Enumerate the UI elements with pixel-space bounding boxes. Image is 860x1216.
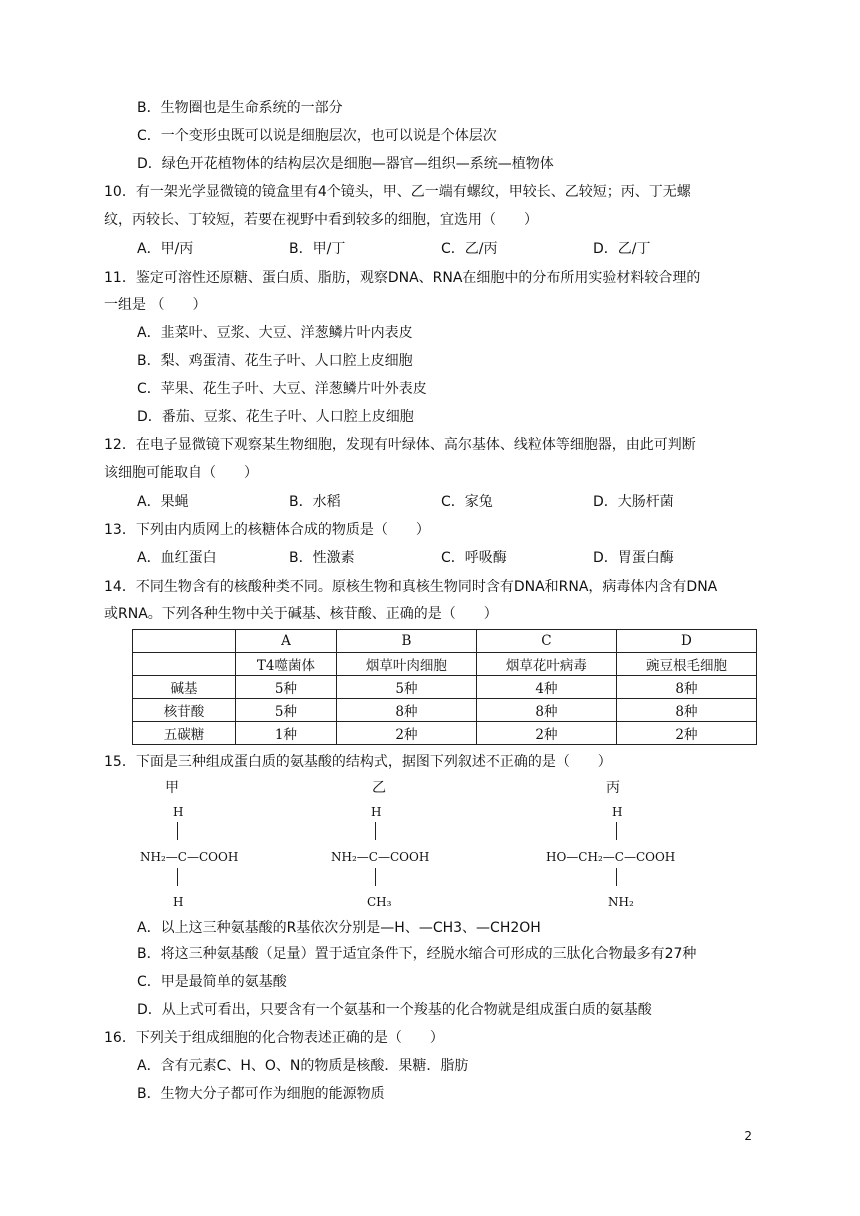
- table-cell: [133, 653, 236, 676]
- table-cell: 5种: [236, 699, 337, 722]
- table-cell: 2种: [336, 722, 476, 745]
- q10-option-a: A．甲/丙: [137, 241, 194, 257]
- q12-stem-2: 该细胞可能取自（ ）: [104, 465, 258, 481]
- table-cell: T4噬菌体: [236, 653, 337, 676]
- bond-line: [616, 822, 617, 840]
- q11-option-c: C．苹果、花生子叶、大豆、洋葱鳞片叶外表皮: [137, 381, 427, 397]
- q9-option-c: C．一个变形虫既可以说是细胞层次，也可以说是个体层次: [137, 128, 497, 144]
- q10-options: [137, 239, 651, 259]
- q15-option-c: C．甲是最简单的氨基酸: [137, 974, 287, 990]
- table-cell: 烟草叶肉细胞: [336, 653, 476, 676]
- table-cell: 4种: [476, 676, 616, 699]
- table-cell: 2种: [476, 722, 616, 745]
- table-row: [133, 630, 757, 653]
- q13-options: [137, 548, 674, 568]
- table-row: [133, 722, 757, 745]
- q13-option-b: B．性激素: [289, 550, 355, 566]
- q13-option-a: A．血红蛋白: [137, 550, 217, 566]
- q13-option-c: C．呼吸酶: [441, 550, 507, 566]
- table-cell: [133, 630, 236, 653]
- bond-line: [177, 868, 178, 886]
- q14-table: [132, 629, 757, 745]
- q11-option-a: A．韭菜叶、豆浆、大豆、洋葱鳞片叶内表皮: [137, 325, 413, 341]
- q10-option-c: C．乙/丙: [441, 241, 498, 257]
- table-cell: 5种: [236, 676, 337, 699]
- page-number: 2: [744, 1129, 752, 1143]
- structure-yi-bottom: CH₃: [367, 895, 392, 909]
- q11-stem-1: 11．鉴定可溶性还原糖、蛋白质、脂肪，观察DNA、RNA在细胞中的分布所用实验材料较合理的: [104, 270, 701, 286]
- bond-line: [616, 868, 617, 886]
- q13-option-d: D．胃蛋白酶: [593, 550, 674, 566]
- structure-bing-mid: HO—CH₂—C—COOH: [546, 850, 676, 864]
- table-cell: 2种: [616, 722, 756, 745]
- structure-label-yi: 乙: [372, 780, 386, 796]
- q11-option-b: B．梨、鸡蛋清、花生子叶、人口腔上皮细胞: [137, 353, 413, 369]
- table-cell: 8种: [616, 676, 756, 699]
- table-cell: 烟草花叶病毒: [476, 653, 616, 676]
- q10-stem-1: 10．有一架光学显微镜的镜盒里有4个镜头，甲、乙一端有螺纹，甲较长、乙较短；丙、丁无螺: [104, 184, 691, 200]
- bond-line: [375, 822, 376, 840]
- table-cell: 核苷酸: [133, 699, 236, 722]
- table-cell: D: [616, 630, 756, 653]
- q10-stem-2: 纹，丙较长、丁较短，若要在视野中看到较多的细胞，宜选用（ ）: [104, 212, 538, 228]
- table-cell: 5种: [336, 676, 476, 699]
- table-cell: 1种: [236, 722, 337, 745]
- q11-option-d: D．番茄、豆浆、花生子叶、人口腔上皮细胞: [137, 409, 414, 425]
- table-row: [133, 699, 757, 722]
- q13-stem: 13．下列由内质网上的核糖体合成的物质是（ ）: [104, 522, 430, 538]
- structure-jia-top: H: [173, 805, 184, 819]
- structure-label-bing: 丙: [606, 780, 620, 796]
- bond-line: [375, 868, 376, 886]
- q9-option-b: B．生物圈也是生命系统的一部分: [137, 100, 343, 116]
- q12-option-b: B．水稻: [289, 494, 341, 510]
- q12-option-d: D．大肠杆菌: [593, 494, 674, 510]
- structure-bing-bottom: NH₂: [608, 895, 634, 909]
- q14-stem-1: 14．不同生物含有的核酸种类不同。原核生物和真核生物同时含有DNA和RNA，病毒体内含有DNA: [104, 579, 718, 595]
- table-cell: 8种: [336, 699, 476, 722]
- q15-option-b: B．将这三种氨基酸（足量）置于适宜条件下，经脱水缩合可形成的三肽化合物最多有27种: [137, 946, 697, 962]
- table-cell: 8种: [476, 699, 616, 722]
- q11-stem-2: 一组是 （ ）: [104, 297, 207, 313]
- table-cell: 8种: [616, 699, 756, 722]
- q12-option-a: A．果蝇: [137, 494, 189, 510]
- q15-option-d: D．从上式可看出，只要含有一个氨基和一个羧基的化合物就是组成蛋白质的氨基酸: [137, 1002, 652, 1018]
- q15-option-a: A．以上这三种氨基酸的R基依次分别是—H、—CH3、—CH2OH: [137, 920, 541, 936]
- table-cell: 豌豆根毛细胞: [616, 653, 756, 676]
- q16-option-a: A．含有元素C、H、O、N的物质是核酸．果糖．脂肪: [137, 1058, 469, 1074]
- q9-option-d: D．绿色开花植物体的结构层次是细胞—器官—组织—系统—植物体: [137, 156, 554, 172]
- bond-line: [177, 822, 178, 840]
- q16-stem: 16．下列关于组成细胞的化合物表述正确的是（ ）: [104, 1030, 444, 1046]
- q12-stem-1: 12．在电子显微镜下观察某生物细胞，发现有叶绿体、高尔基体、线粒体等细胞器，由此可判断: [104, 437, 696, 453]
- structure-label-jia: 甲: [165, 780, 179, 796]
- q14-stem-2: 或RNA。下列各种生物中关于碱基、核苷酸、正确的是（ ）: [104, 606, 498, 622]
- table-cell: B: [336, 630, 476, 653]
- structure-bing-top: H: [612, 805, 623, 819]
- q12-option-c: C．家兔: [441, 494, 493, 510]
- q16-option-b: B．生物大分子都可作为细胞的能源物质: [137, 1086, 385, 1102]
- structure-jia-bottom: H: [173, 895, 184, 909]
- q10-option-b: B．甲/丁: [289, 241, 346, 257]
- structure-jia-mid: NH₂—C—COOH: [140, 850, 239, 864]
- structure-yi-top: H: [371, 805, 382, 819]
- q15-stem: 15．下面是三种组成蛋白质的氨基酸的结构式，据图下列叙述不正确的是（ ）: [104, 754, 612, 770]
- structure-yi-mid: NH₂—C—COOH: [331, 850, 430, 864]
- table-row: [133, 676, 757, 699]
- table-cell: 碱基: [133, 676, 236, 699]
- table-cell: A: [236, 630, 337, 653]
- table-cell: C: [476, 630, 616, 653]
- table-cell: 五碳糖: [133, 722, 236, 745]
- table-row: [133, 653, 757, 676]
- q12-options: [137, 492, 674, 512]
- q10-option-d: D．乙/丁: [593, 241, 651, 257]
